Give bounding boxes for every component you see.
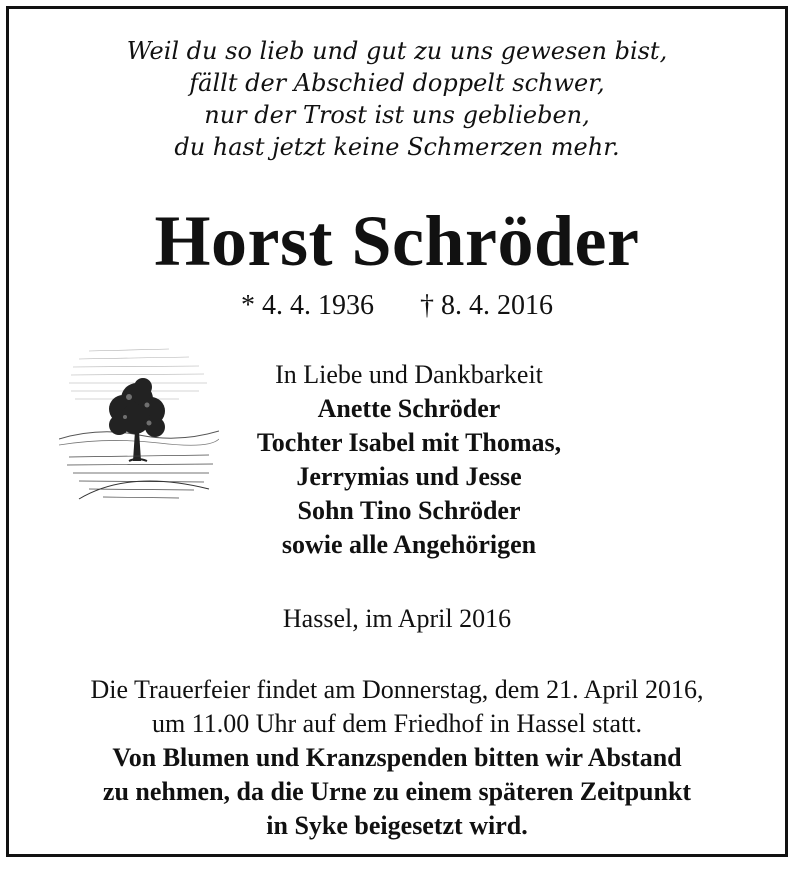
poem-line: du hast jetzt keine Schmerzen mehr. (174, 133, 620, 161)
mourners-list (159, 358, 659, 562)
memorial-poem (9, 35, 785, 163)
info-line: um 11.00 Uhr auf dem Friedhof in Hassel statt. (151, 709, 643, 738)
mourner-line: Tochter Isabel mit Thomas, (256, 428, 562, 457)
mourner-line: Anette Schröder (317, 394, 501, 423)
life-dates (9, 289, 785, 323)
info-bold-line: Von Blumen und Kranzspenden bitten wir Abstand (112, 743, 682, 772)
deceased-name: Horst Schröder (154, 201, 640, 281)
mourner-line: Jerrymias und Jesse (296, 462, 522, 491)
death-date: † 8. 4. 2016 (420, 290, 553, 321)
poem-line: nur der Trost ist uns geblieben, (204, 101, 590, 129)
info-bold-line: zu nehmen, da die Urne zu einem späteren Zeitpunkt (102, 777, 692, 806)
birth-date: * 4. 4. 1936 (241, 290, 374, 321)
obituary-notice (6, 6, 788, 857)
poem-line: fällt der Abschied doppelt schwer, (189, 69, 605, 97)
place-and-date: Hassel, im April 2016 (282, 604, 512, 633)
info-bold-line: in Syke beigesetzt wird. (266, 811, 528, 840)
funeral-information (9, 673, 785, 843)
info-line: Die Trauerfeier findet am Donnerstag, dem 21. April 2016, (90, 675, 704, 704)
mourners-intro: In Liebe und Dankbarkeit (275, 360, 543, 389)
poem-line: Weil du so lieb und gut zu uns gewesen bist, (126, 37, 668, 65)
mourner-line: Sohn Tino Schröder (297, 496, 521, 525)
mourner-line: sowie alle Angehörigen (281, 530, 537, 559)
